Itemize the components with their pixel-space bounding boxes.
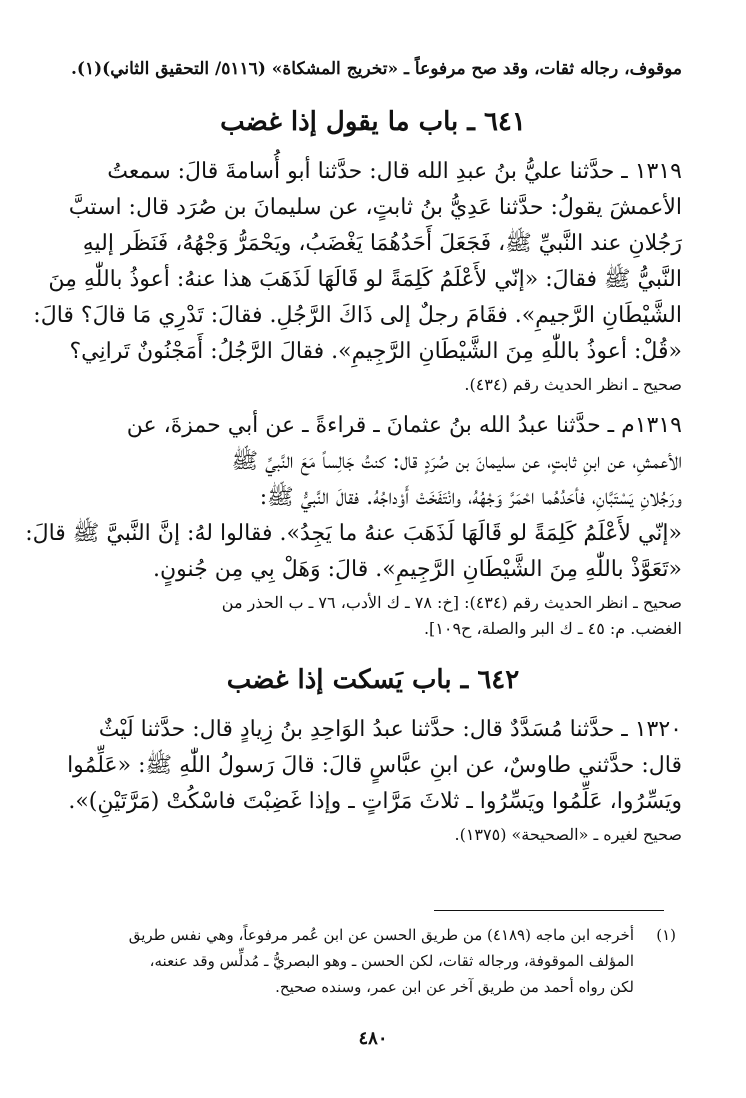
grading-line: صحيح ـ انظر الحديث رقم (٤٣٤). [464,375,682,394]
hadith-line: ورَجُلانِ يَسْتَبَّانِ، فأحَدُهُما احْمَرَّ وَجْهُهُ، وانْتَفَخَتْ أَوْداجُهُ. فقالَ النَّبيُّ ﷺ: [259,485,682,510]
chapter-641-title: ٦٤١ ـ باب ما يقول إذا غضب [220,107,526,137]
grading-line: الغضب. م: ٤٥ ـ ك البر والصلة، ح١٠٩]. [423,619,682,638]
hadith-line: ١٣١٩م ـ حدَّثنا عبدُ الله بنُ عثمانَ ـ قراءةً ـ عن أبي حمزةَ، عن [126,413,682,438]
hadith-line: «تَعَوَّذْ باللّٰهِ مِنَ الشَّيْطَانِ الرَّجِيمِ». قالَ: وَهَلْ بِي مِن جُنونٍ. [153,557,682,582]
hadith-1319 [33,154,682,370]
hadith-line: قال: حدَّثني طاوسٌ، عن ابنِ عبَّاسٍ قالَ: قالَ رَسولُ اللّٰهِ ﷺ: «عَلِّمُوا [67,753,682,778]
grading-1319 [64,372,682,398]
carry-over-text: موقوف، رجاله ثقات، وقد صح مرفوعاً ـ «تخريج المشكاة» (٥١١٦/ التحقيق الثاني)(١). [71,59,682,79]
grading-line: صحيح ـ انظر الحديث رقم (٤٣٤): [خ: ٧٨ ـ ك الأدب، ٧٦ ـ ب الحذر من [221,593,682,612]
hadith-line: الأعمشَ يقولُ: حدَّثنا عَدِيُّ بنُ ثابتٍ، عن سليمانَ بن صُرَد قال: استبَّ [68,195,682,220]
hadith-line: رَجُلانِ عند النَّبيِّ ﷺ، فَجَعَلَ أَحَدُهُمَا يَغْضَبُ، ويَحْمَرُّ وَجْهُهُ، فَنَظَر إليهِ [82,231,682,256]
hadith-1319m [25,408,682,588]
hadith-line: «قُلْ: أعوذُ باللّٰهِ مِنَ الشَّيْطَانِ الرَّجِيمِ». فقالَ الرَّجُلُ: أَمَجْنُونٌ تَرانِي؟ [69,339,682,364]
footnote-text [129,922,634,1000]
hadith-line: النَّبيُّ ﷺ فقالَ: «إنّي لأَعْلَمُ كَلِمَةً لو قَالَهَا لَذَهَبَ هذا عنهُ: أعوذُ باللّٰهِ مِنَ [48,267,682,292]
footnote-row [70,922,676,1000]
grading-line: صحيح لغيره ـ «الصحيحة» (١٣٧٥). [454,825,682,844]
hadith-1320 [64,712,682,820]
grading-1319m [64,590,682,642]
hadith-line: ويَسِّرُوا، عَلِّمُوا ويَسِّرُوا ـ ثلاثَ مَرَّاتٍ ـ وإذا غَضِبْتَ فاسْكُتْ (مَرَّتَيْنِ)». [68,789,682,814]
hadith-line: الأعمشِ، عن ابنِ ثابتٍ، عن سليمانَ بن صُرَدٍ قال: كنتُ جَالِساً مَعَ النَّبيِّ ﷺ [231,449,682,474]
hadith-line: ١٣٢٠ ـ حدَّثنا مُسَدَّدٌ قال: حدَّثنا عبدُ الوَاحِدِ بنُ زِيادٍ قال: حدَّثنا لَيْثٌ [98,717,682,742]
hadith-line: «إنّي لأَعْلَمُ كَلِمَةً لو قَالَهَا لَذَهَبَ عنهُ ما يَجِدُ». فقالوا لهُ: إنَّ النَّبيَّ ﷺ قالَ: [25,521,682,546]
footnote-divider [434,910,664,911]
hadith-line: ١٣١٩ ـ حدَّثنا عليُّ بنُ عبدِ الله قال: حدَّثنا أبو أُسامةَ قالَ: سمعتُ [107,159,682,184]
page-number: ٤٨٠ [358,1028,388,1049]
hadith-line: الشَّيْطَانِ الرَّجيمِ». فقَامَ رجلٌ إلى ذَاكَ الرَّجُلِ. فقالَ: تَدْرِي مَا قالَ؟ قالَ: [33,303,682,328]
footnote-line: المؤلف الموقوفة، ورجاله ثقات، لكن الحسن ـ وهو البصريُّ ـ مُدلِّس وقد عنعنه، [149,952,634,970]
footnote-number: (١) [656,926,676,944]
chapter-642-title: ٦٤٢ ـ باب يَسكت إذا غضب [226,665,520,695]
grading-1320 [64,822,682,848]
footnote-line: لكن رواه أحمد من طريق آخر عن ابن عمر، وسنده صحيح. [275,978,634,996]
footnote [70,922,676,1000]
footnote-line: أخرجه ابن ماجه (٤١٨٩) من طريق الحسن عن ابن عُمر مرفوعاً، وهي نفس طريق [128,926,634,944]
